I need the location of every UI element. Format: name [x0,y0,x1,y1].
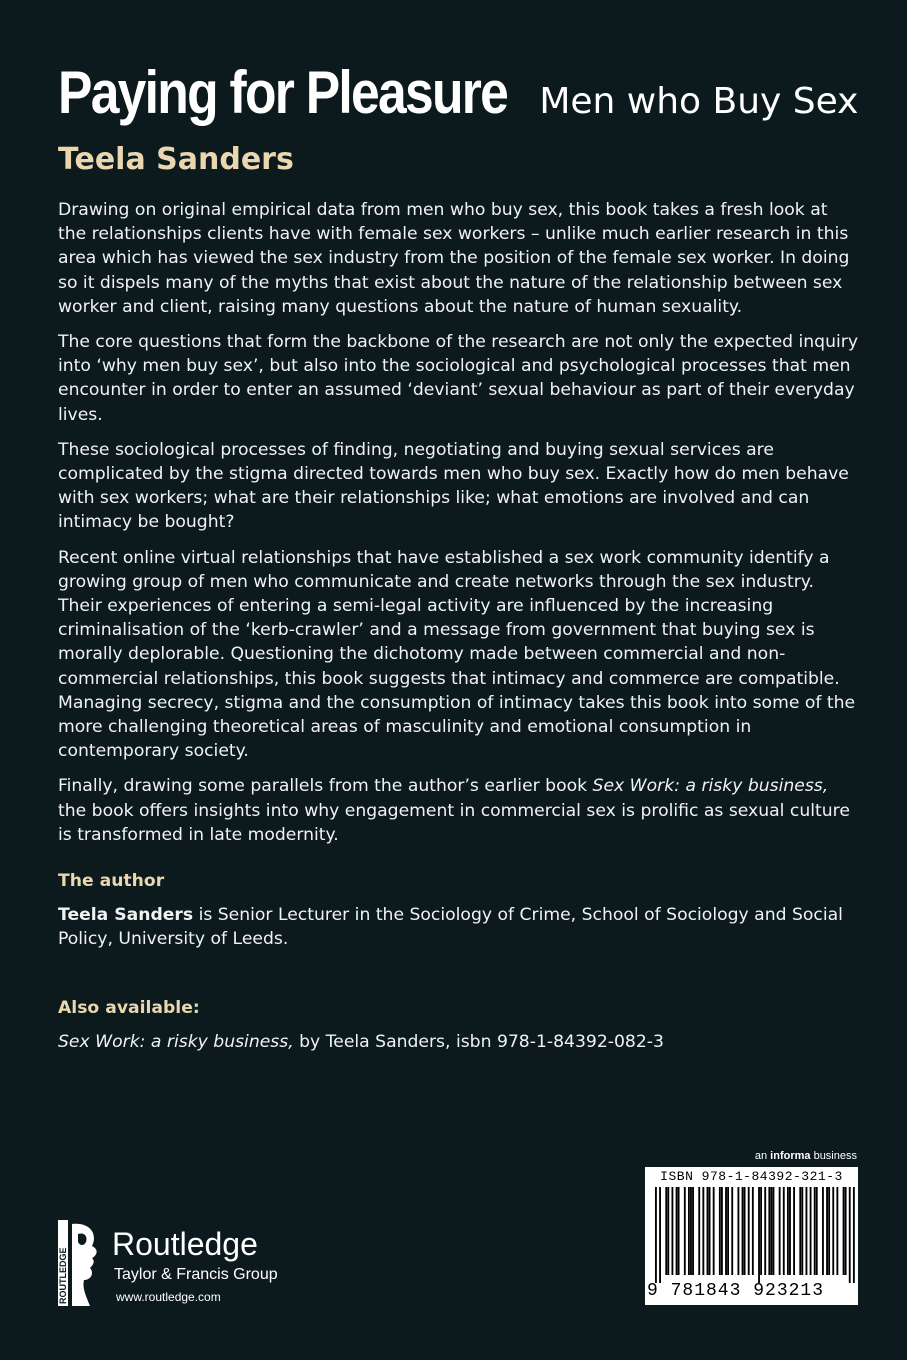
publisher-url: www.routledge.com [116,1290,221,1304]
blurb-p5-book-title: Sex Work: a risky business, [592,776,829,797]
barcode-bar [665,1187,667,1275]
barcode-bar [832,1187,834,1275]
informa-suffix: business [810,1150,857,1162]
barcode-bar [742,1187,744,1275]
barcode-bar [713,1187,715,1275]
barcode-bar [853,1187,855,1283]
barcode-bar [692,1187,694,1275]
routledge-logo [56,1218,316,1308]
barcode-bar [801,1187,803,1275]
also-available-heading: Also available: [58,997,200,1018]
author-bio [58,903,858,951]
book-subtitle: Men who Buy Sex [539,81,859,122]
barcode-bar [787,1187,789,1275]
barcode-bar [676,1187,678,1275]
barcode-bar [709,1187,711,1275]
barcode-bar [799,1187,801,1275]
author-bio-name: Teela Sanders [58,905,194,926]
barcode-bar [836,1187,838,1275]
barcode-bar [758,1187,760,1283]
barcode-bar [845,1187,847,1275]
logo-vertical-text: ROUTLEDGE [58,1247,68,1304]
barcode-bar [721,1187,723,1275]
barcode-bar [768,1187,770,1275]
isbn-barcode [645,1167,858,1305]
also-available-entry [58,1030,858,1054]
barcode-bar [810,1187,812,1275]
barcode-bar [678,1187,680,1275]
barcode-bar [684,1187,686,1275]
barcode-bar [707,1187,709,1275]
barcode-bar [702,1187,704,1275]
barcode-bars [655,1187,855,1283]
barcode-bar [659,1187,661,1283]
barcode-bar [744,1187,746,1275]
barcode-bar [773,1187,775,1275]
barcode-bar [783,1187,785,1275]
blurb-paragraph-3: These sociological processes of finding, negotiating and buying sexual services are complicated by the stigma directed towards men who buy sex. Exactly how do men behave with sex workers; what are their relationships like; what emotions are involved and can intimacy be bought? [58,439,849,533]
barcode-bar [789,1187,791,1275]
barcode-bar [655,1187,657,1283]
informa-prefix: an [754,1150,771,1162]
publisher-group: Taylor & Francis Group [114,1266,278,1283]
blurb-p5-tail: the book offers insights into why engagement in commercial sex is prolific as sexual culture is transformed in late modernity. [58,800,850,845]
barcode-bar [760,1187,762,1275]
barcode-bar [698,1187,700,1275]
barcode-bar [719,1187,721,1275]
barcode-bar [826,1187,828,1275]
barcode-bar [725,1187,727,1275]
author-heading: The author [58,871,165,892]
barcode-bar [671,1187,673,1275]
barcode-bar [731,1187,733,1275]
barcode-bar [843,1187,845,1275]
blurb-paragraph-2: The core questions that form the backbone of the research are not only the expected inquiry into ‘why men buy sex’, but also into the sociological and psychological processes that men encounter in order to enter an assumed ‘deviant’ sexual behaviour as part of their everyday lives. [58,332,858,425]
ean-digits: 9 781843 923213 [647,1281,825,1301]
informa-tagline [755,1150,857,1162]
barcode-bar [814,1187,816,1275]
blurb-p5-lead: Finally, drawing some parallels from the author’s earlier book [58,776,593,797]
barcode-bar [667,1187,669,1275]
isbn-label: ISBN 978-1-84392-321-3 [660,1169,843,1184]
author-bio-text: is Senior Lecturer in the Sociology of Crime, School of Sociology and Social Policy, University of Leeds. [58,905,843,950]
barcode-bar [779,1187,781,1275]
also-available-details: by Teela Sanders, isbn 978-1-84392-082-3 [293,1031,664,1052]
barcode-bar [690,1187,692,1275]
informa-brand: informa [770,1150,811,1162]
barcode-bar [748,1187,750,1275]
blurb [58,198,858,1065]
barcode-bar [828,1187,830,1275]
barcode-bar [737,1187,739,1275]
barcode-bar [770,1187,772,1275]
barcode-bar [764,1187,766,1275]
barcode-bar [793,1187,795,1275]
barcode-bar [752,1187,754,1275]
blurb-paragraph-4: Recent online virtual relationships that have established a sex work community identify a growing group of men who communicate and create networks through the sex industry. Their experiences of entering a semi-legal activity are influenced by the increasing criminalisation of the ‘kerb-crawler’ and a message from government that buying sex is morally deplorable. Questioning the dichotomy made between commercial and non-commercial relationships, this book suggests that intimacy and commerce are compatible. Managing secrecy, stigma and the consumption of intimacy takes this book into some of the more challenging theoretical areas of masculinity and emotional consumption in contemporary society. [58,547,856,762]
routledge-head-icon [56,1220,102,1306]
title-row [58,58,888,127]
barcode-bar [688,1187,690,1275]
blurb-paragraph-5 [58,774,858,847]
cover-author: Teela Sanders [58,142,294,177]
barcode-bar [727,1187,729,1275]
barcode-bar [806,1187,808,1275]
blurb-paragraph-1: Drawing on original empirical data from men who buy sex, this book takes a fresh look at the relationships clients have with female sex workers – unlike much earlier research in this area which has viewed the sex industry from the position of the female sex worker. In doing so it dispels many of the myths that exist about the nature of the relationship between sex worker and client, raising many questions about the nature of human sexuality. [58,200,850,317]
barcode-bar [816,1187,818,1275]
barcode-bar [822,1187,824,1275]
also-available-title: Sex Work: a risky business, [58,1031,294,1052]
book-title: Paying for Pleasure [58,59,508,126]
barcode-bar [849,1187,851,1283]
publisher-name: Routledge [112,1226,258,1262]
